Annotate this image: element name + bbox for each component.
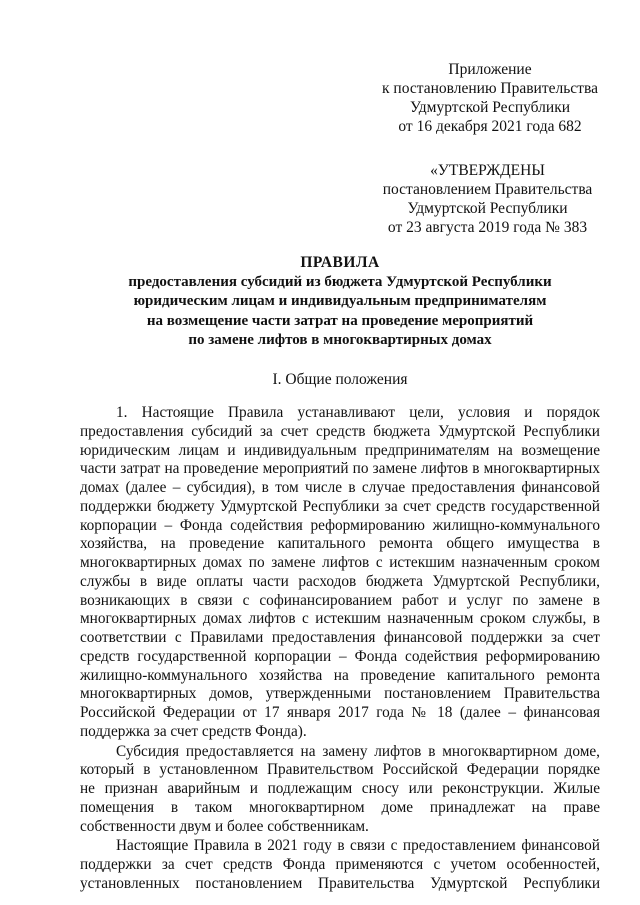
appendix-line: к постановлению Правительства xyxy=(382,80,598,97)
paragraph-line: помещения в таком многоквартирном доме принадлежат на праве xyxy=(80,798,600,816)
paragraph-line: возникающих в связи с софинансированием работ и услуг по замене в xyxy=(80,591,600,609)
paragraph-line: корпорации – Фонда содействия реформированию жилищно-коммунального xyxy=(80,516,600,534)
title-line: на возмещение части затрат на проведение мероприятий xyxy=(146,312,534,329)
paragraph-line: службы в виде оплаты части расходов бюджета Удмуртской Республики, xyxy=(80,572,600,590)
paragraph-line: собственности двум и более собственникам. xyxy=(80,817,369,835)
paragraph-line: жилищно-коммунального хозяйства на проведение капитального ремонта xyxy=(80,666,600,684)
paragraph-line: поддержки за счет средств Фонда применяются с учетом особенностей, xyxy=(80,856,600,873)
paragraph-line: предоставления субсидий за счет средств бюджета Удмуртской Республики xyxy=(80,422,600,440)
title-line: юридическим лицам и индивидуальным предпринимателям xyxy=(133,293,547,309)
title-line: по замене лифтов в многоквартирных домах xyxy=(188,332,492,348)
approval-line: Удмуртской Республики xyxy=(407,200,568,217)
appendix-line: Приложение xyxy=(448,61,532,78)
paragraph-line: средств государственной корпорации – Фонда содействия реформированию xyxy=(80,647,600,665)
paragraph-line: юридическим лицам и индивидуальным предпринимателям на возмещение xyxy=(80,441,600,459)
appendix-line: Удмуртской Республики xyxy=(409,99,571,116)
document-title xyxy=(80,253,600,351)
title-line: предоставления субсидий из бюджета Удмуртской Республики xyxy=(128,273,552,290)
paragraph-line: многоквартирных домов, утвержденными постановлением Правительства xyxy=(80,685,600,703)
approval-line: постановлением Правительства xyxy=(382,181,593,198)
paragraph-line: домах (далее – субсидия), в том числе в случае предоставления финансовой xyxy=(80,479,600,496)
paragraph xyxy=(80,837,600,893)
title-main: ПРАВИЛА xyxy=(300,254,380,271)
appendix-block xyxy=(380,60,600,136)
paragraph-line: части затрат на проведение мероприятий по замене лифтов в многоквартирных xyxy=(80,460,600,478)
paragraph-line: многоквартирных домах лифтов с истекшим назначенным сроком службы, в xyxy=(80,610,600,628)
paragraph-line: хозяйства, на проведение капитального ремонта общего имущества в xyxy=(80,535,600,553)
paragraph-line: Российской Федерации от 17 января 2017 года № 18 (далее – финансовая xyxy=(80,704,600,721)
paragraph-line: Субсидия предоставляется на замену лифтов в многоквартирном доме, xyxy=(116,742,600,760)
body-text xyxy=(80,404,600,894)
paragraph-line: поддержка за счет средств Фонда). xyxy=(80,722,307,740)
section-heading: I. Общие положения xyxy=(272,371,408,388)
paragraph-line: который в установленном Правительством Российской Федерации порядке xyxy=(80,761,600,779)
paragraph-line: соответствии с Правилами предоставления финансовой поддержки за счет xyxy=(80,629,600,646)
paragraph xyxy=(80,743,600,837)
paragraph-line: многоквартирных домах по замене лифтов с истекшим назначенным сроком xyxy=(80,554,600,571)
paragraph-line: 1. Настоящие Правила устанавливают цели, условия и порядок xyxy=(116,404,600,421)
paragraph-line: установленных постановлением Правительства Удмуртской Республики xyxy=(80,874,600,892)
appendix-line: от 16 декабря 2021 года 682 xyxy=(398,118,582,135)
approval-stamp-block xyxy=(375,161,600,237)
paragraph xyxy=(80,404,600,742)
approval-line: от 23 августа 2019 года № 383 xyxy=(387,219,588,236)
paragraph-line: Настоящие Правила в 2021 году в связи с предоставлением финансовой xyxy=(116,837,600,855)
approval-line: «УТВЕРЖДЕНЫ xyxy=(430,162,545,179)
paragraph-line: не признан аварийным и подлежащим сносу или реконструкции. Жилые xyxy=(80,780,600,797)
paragraph-line: поддержки бюджету Удмуртской Республики за счет средств государственной xyxy=(80,497,600,515)
